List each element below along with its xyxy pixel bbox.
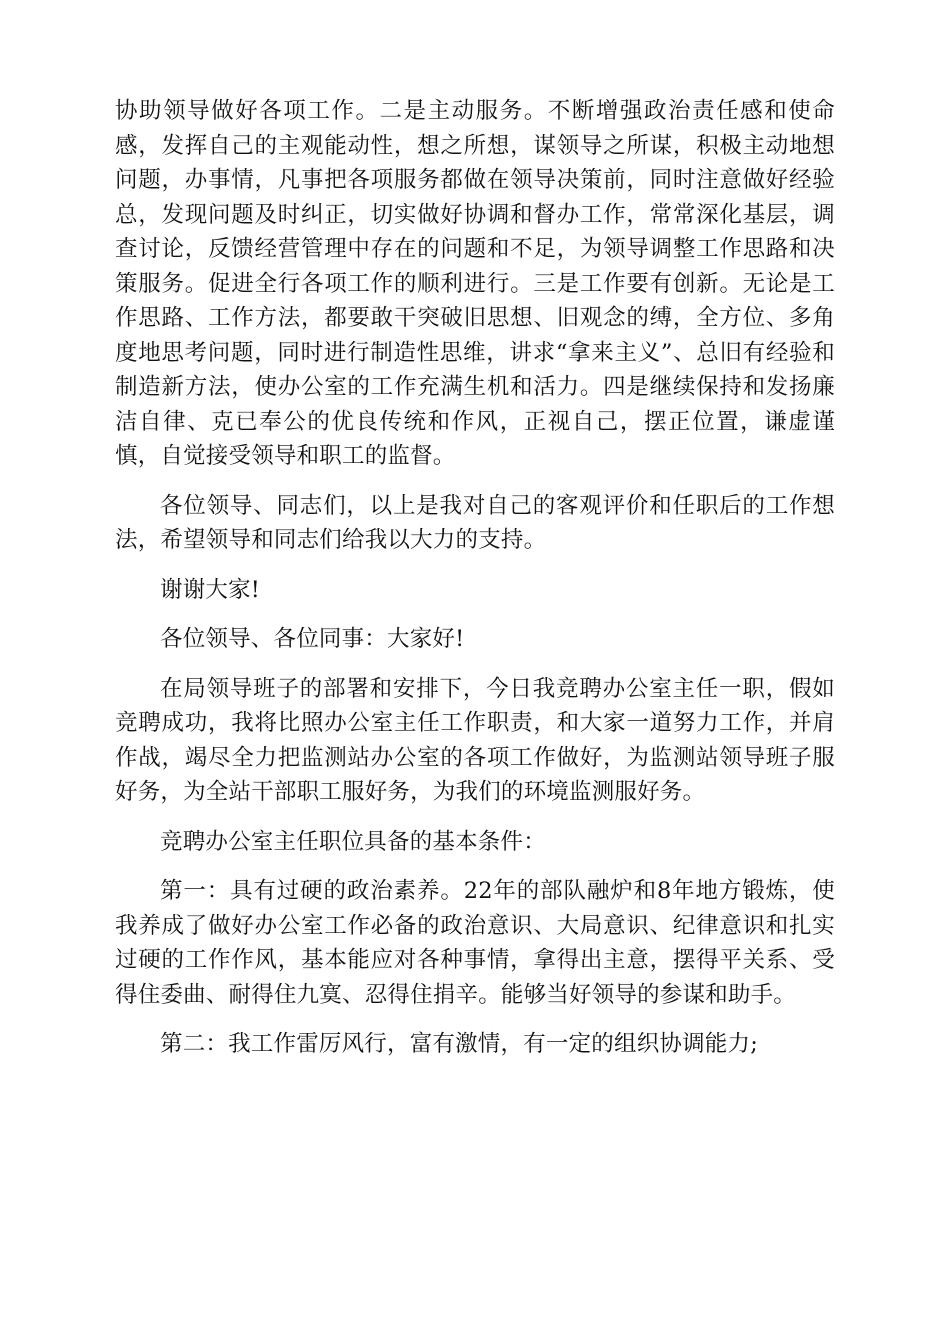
paragraph-greeting: 各位领导、各位同事：大家好! — [160, 626, 465, 652]
paragraph-conditions-heading: 竞聘办公室主任职位具备的基本条件： — [160, 828, 546, 855]
paragraph-condition-first: 第一：具有过硬的政治素养。22年的部队融炉和8年地方锻炼，使我养成了做好办公室工作必备的政治意识、大局意识、纪律意识和扎实过硬的工作作风，基本能应对各种事情，拿得出主意，摆得平关系、受得住委曲、耐得住九寞、忍得住捐辛。能够当好领导的参谋和助手。 — [115, 878, 835, 1008]
paragraph-continuation: 协助领导做好各项工作。二是主动服务。不断增强政治责任感和使命感，发挥自己的主观能动性，想之所想，谋领导之所谋，积极主动地想问题，办事情，凡事把各项服务都做在领导决策前，同时注意做好经验总，发现问题及时纠正，切实做好协调和督办工作，常常深化基层，调查讨论，反馈经营管理中存在的问题和不足，为领导调整工作思路和决策服务。促进全行各项工作的顺利进行。三是工作要有创新。无论是工作思路、工作方法，都要敢干突破旧思想、旧观念的缚，全方位、多角度地思考问题，同时进行制造性思维，讲求“拿来主义”、总旧有经验和制造新方法，使办公室的工作充满生机和活力。四是继续保持和发扬廉洁自律、克已奉公的优良传统和作风，正视自己，摆正位置，谦虚谨慎，自觉接受领导和职工的监督。 — [115, 98, 835, 469]
paragraph-condition-second: 第二：我工作雷厉风行，富有激情，有一定的组织协调能力; — [160, 1031, 758, 1057]
paragraph-introduction: 在局领导班子的部署和安排下，今日我竞聘办公室主任一职，假如竞聘成功，我将比照办公室主任工作职责，和大家一道努力工作，并肩作战，竭尽全力把监测站办公室的各项工作做好，为监测站领导班子服好务，为全站干部职工服好务，为我们的环境监测服好务。 — [115, 675, 835, 805]
paragraph-closing-remarks: 各位领导、同志们，以上是我对自己的客观评价和任职后的工作想法，希望领导和同志们给我以大力的支持。 — [115, 492, 835, 553]
paragraph-thanks: 谢谢大家! — [160, 576, 261, 603]
document-page — [115, 94, 835, 1077]
